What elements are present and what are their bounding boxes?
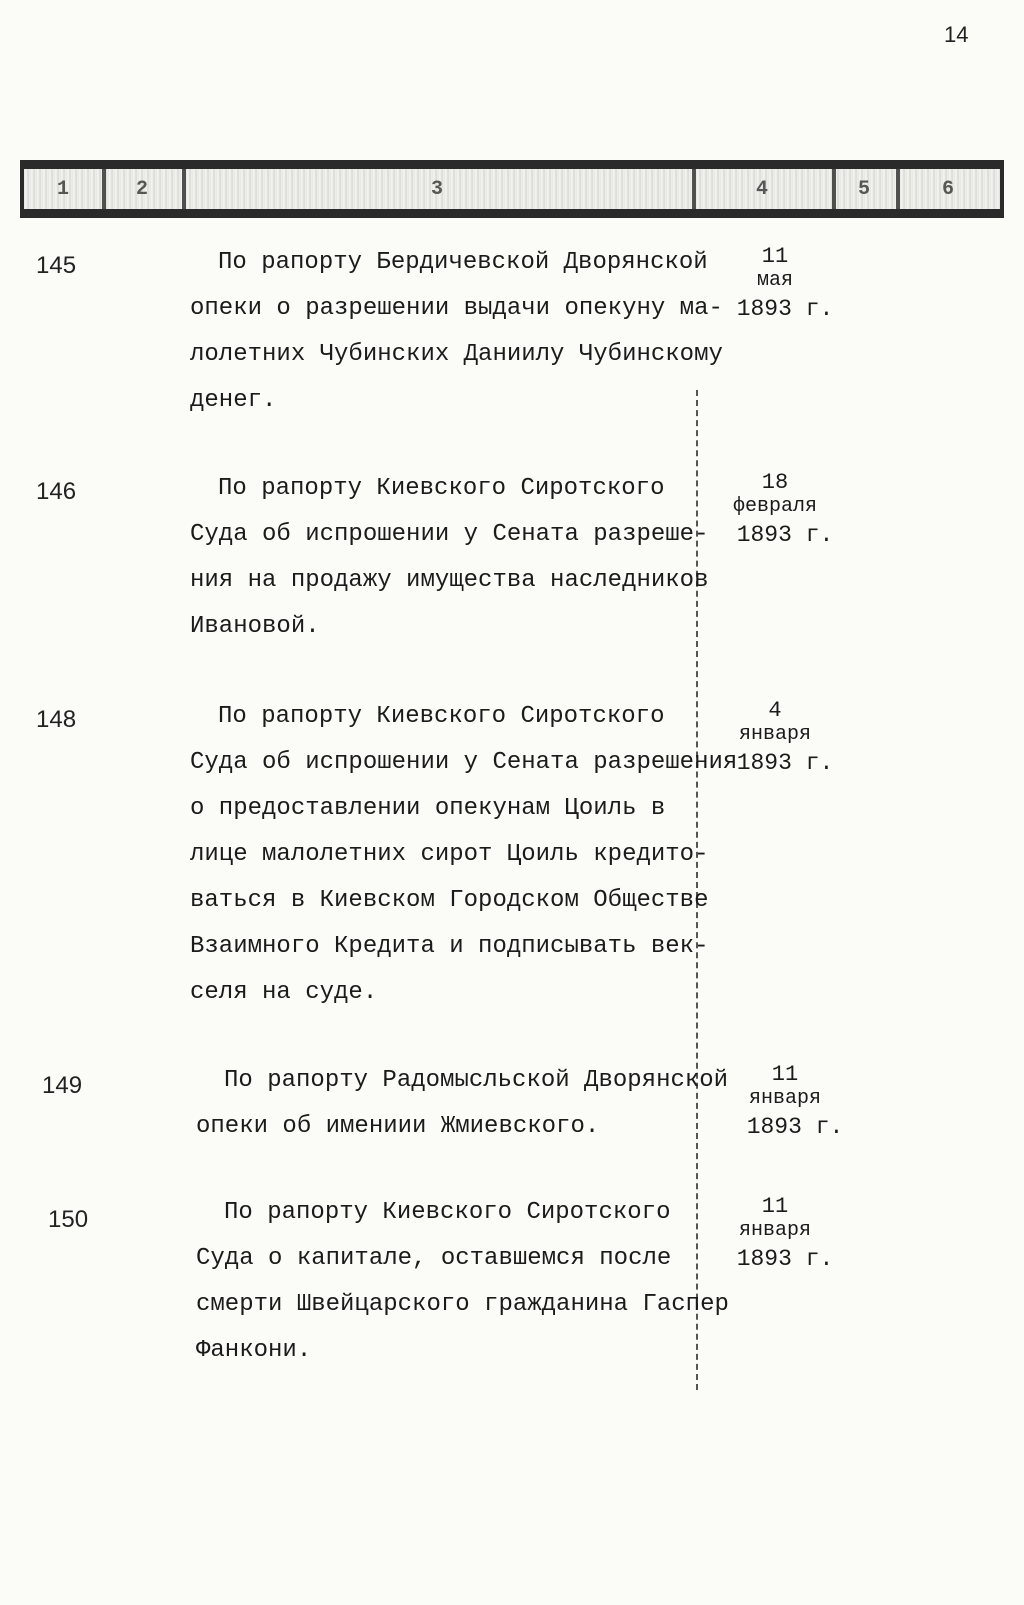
description-line: опеки об имениии Жмиевского. bbox=[196, 1113, 600, 1140]
page-number: 14 bbox=[944, 22, 969, 47]
date-month: января bbox=[738, 1219, 811, 1242]
date-year: 1893 г. bbox=[736, 522, 834, 548]
description-line: ния на продажу имущества наследников bbox=[190, 567, 709, 594]
date-day: 11 bbox=[771, 1062, 799, 1087]
entry-date bbox=[710, 698, 840, 780]
entry-description bbox=[190, 694, 738, 1016]
description-line: денег. bbox=[190, 387, 277, 414]
description-line: лолетних Чубинских Даниилу Чубинскому bbox=[190, 341, 723, 368]
date-day: 11 bbox=[761, 1194, 789, 1219]
description-line: По рапорту Киевского Сиротского bbox=[218, 703, 665, 730]
description-line: По рапорту Киевского Сиротского bbox=[224, 1199, 671, 1226]
header-column-6: 6 bbox=[941, 177, 954, 201]
entry-date bbox=[710, 244, 840, 326]
entry-number: 148 bbox=[36, 706, 77, 733]
description-line: опеки о разрешении выдачи опекуну ма- bbox=[190, 295, 723, 322]
date-year: 1893 г. bbox=[736, 1246, 834, 1272]
description-line: Суда об испрошении у Сената разреше- bbox=[190, 521, 709, 548]
date-day: 4 bbox=[768, 698, 782, 723]
header-column-4: 4 bbox=[692, 169, 836, 209]
table-header-bar bbox=[20, 160, 1004, 218]
date-day: 11 bbox=[761, 244, 789, 269]
entry-date bbox=[720, 1062, 850, 1144]
description-line: о предоставлении опекунам Цоиль в bbox=[190, 795, 666, 822]
description-line: Суда об испрошении у Сената разрешения bbox=[190, 749, 738, 776]
header-column-2: 2 bbox=[102, 169, 186, 209]
entry-description bbox=[196, 1058, 729, 1150]
description-line: ваться в Киевском Городском Обществе bbox=[190, 887, 709, 914]
header-column-3: 3 bbox=[182, 169, 696, 209]
date-year: 1893 г. bbox=[736, 750, 834, 776]
date-day: 18 bbox=[761, 470, 789, 495]
description-line: Фанкони. bbox=[196, 1337, 312, 1364]
date-month: мая bbox=[756, 269, 793, 292]
date-year: 1893 г. bbox=[746, 1114, 844, 1140]
description-line: Ивановой. bbox=[190, 613, 320, 640]
entry-number: 149 bbox=[42, 1072, 83, 1099]
date-month: января bbox=[748, 1087, 821, 1110]
description-line: По рапорту Киевского Сиротского bbox=[218, 475, 665, 502]
entry-number: 150 bbox=[48, 1206, 89, 1233]
description-line: По рапорту Радомысльской Дворянской bbox=[224, 1067, 729, 1094]
description-line: лице малолетних сирот Цоиль кредито- bbox=[190, 841, 709, 868]
entry-number: 145 bbox=[36, 252, 77, 279]
entry-description bbox=[196, 1190, 729, 1374]
header-column-1: 1 bbox=[24, 169, 106, 209]
entry-number: 146 bbox=[36, 478, 77, 505]
description-line: Суда о капитале, оставшемся после bbox=[196, 1245, 672, 1272]
date-month: февраля bbox=[732, 495, 817, 518]
description-line: смерти Швейцарского гражданина Гаспер bbox=[196, 1291, 729, 1318]
date-month: января bbox=[738, 723, 811, 746]
header-column-5: 5 bbox=[832, 169, 900, 209]
description-line: По рапорту Бердичевской Дворянской bbox=[218, 249, 708, 276]
entry-description bbox=[190, 240, 723, 424]
entry-date bbox=[710, 1194, 840, 1276]
date-year: 1893 г. bbox=[736, 296, 834, 322]
description-line: Взаимного Кредита и подписывать век- bbox=[190, 933, 709, 960]
entry-date bbox=[710, 470, 840, 552]
description-line: селя на суде. bbox=[190, 979, 378, 1006]
entry-description bbox=[190, 466, 710, 650]
